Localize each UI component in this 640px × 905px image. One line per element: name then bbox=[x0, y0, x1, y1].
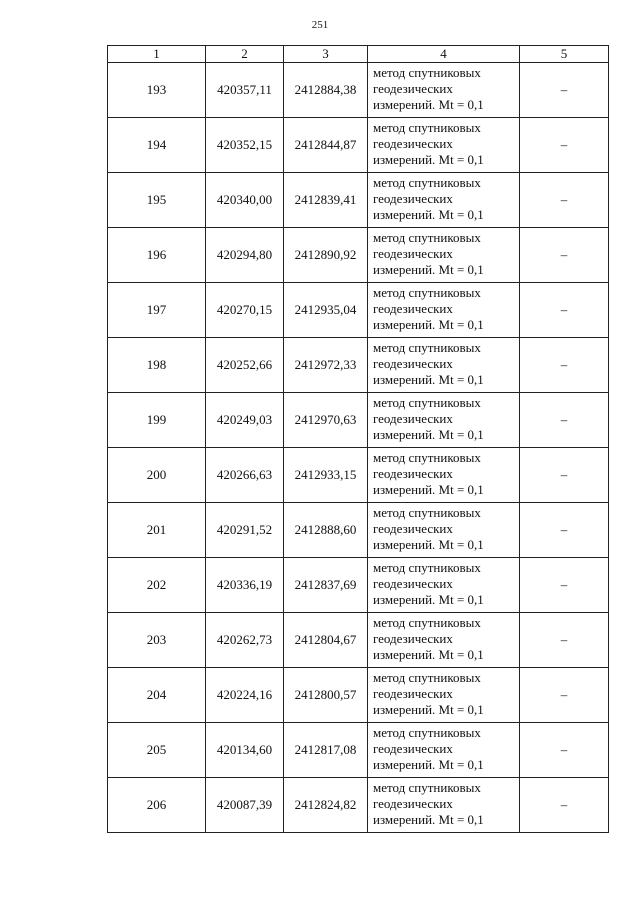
note-cell: – bbox=[520, 448, 609, 503]
header-col-2: 2 bbox=[206, 46, 284, 63]
point-number-cell: 195 bbox=[108, 173, 206, 228]
method-cell bbox=[368, 118, 520, 173]
table-row bbox=[108, 63, 609, 118]
method-cell bbox=[368, 448, 520, 503]
note-cell: – bbox=[520, 778, 609, 833]
page-number: 251 bbox=[311, 19, 329, 31]
method-line: измерений. Mt = 0,1 bbox=[373, 317, 484, 332]
note-cell: – bbox=[520, 668, 609, 723]
x-coordinate-cell: 420252,66 bbox=[206, 338, 284, 393]
point-number-cell: 206 bbox=[108, 778, 206, 833]
point-number-cell: 202 bbox=[108, 558, 206, 613]
table-row bbox=[108, 448, 609, 503]
table-row bbox=[108, 338, 609, 393]
x-coordinate-cell: 420266,63 bbox=[206, 448, 284, 503]
method-line: геодезических bbox=[373, 356, 453, 371]
y-coordinate-cell: 2412800,57 bbox=[284, 668, 368, 723]
method-line: метод спутниковых bbox=[373, 120, 481, 135]
method-line: геодезических bbox=[373, 686, 453, 701]
point-number-cell: 193 bbox=[108, 63, 206, 118]
method-line: геодезических bbox=[373, 796, 453, 811]
header-row bbox=[108, 46, 609, 63]
table-row bbox=[108, 118, 609, 173]
table-row bbox=[108, 283, 609, 338]
note-cell: – bbox=[520, 558, 609, 613]
note-cell: – bbox=[520, 393, 609, 448]
x-coordinate-cell: 420336,19 bbox=[206, 558, 284, 613]
coordinates-table bbox=[107, 45, 609, 833]
y-coordinate-cell: 2412933,15 bbox=[284, 448, 368, 503]
note-cell: – bbox=[520, 283, 609, 338]
header-col-3: 3 bbox=[284, 46, 368, 63]
method-line: метод спутниковых bbox=[373, 395, 481, 410]
x-coordinate-cell: 420357,11 bbox=[206, 63, 284, 118]
table-row bbox=[108, 778, 609, 833]
x-coordinate-cell: 420270,15 bbox=[206, 283, 284, 338]
method-line: метод спутниковых bbox=[373, 780, 481, 795]
method-line: геодезических bbox=[373, 136, 453, 151]
method-line: измерений. Mt = 0,1 bbox=[373, 97, 484, 112]
method-line: метод спутниковых bbox=[373, 505, 481, 520]
y-coordinate-cell: 2412970,63 bbox=[284, 393, 368, 448]
note-cell: – bbox=[520, 228, 609, 283]
method-cell bbox=[368, 613, 520, 668]
method-cell bbox=[368, 338, 520, 393]
method-line: измерений. Mt = 0,1 bbox=[373, 647, 484, 662]
method-cell bbox=[368, 558, 520, 613]
method-line: метод спутниковых bbox=[373, 285, 481, 300]
method-line: метод спутниковых bbox=[373, 560, 481, 575]
method-line: измерений. Mt = 0,1 bbox=[373, 262, 484, 277]
method-line: геодезических bbox=[373, 411, 453, 426]
header-col-1: 1 bbox=[108, 46, 206, 63]
method-line: геодезических bbox=[373, 301, 453, 316]
header-col-5: 5 bbox=[520, 46, 609, 63]
table-row bbox=[108, 228, 609, 283]
table-row bbox=[108, 558, 609, 613]
method-line: метод спутниковых bbox=[373, 230, 481, 245]
method-cell bbox=[368, 63, 520, 118]
point-number-cell: 200 bbox=[108, 448, 206, 503]
table-row bbox=[108, 503, 609, 558]
method-cell bbox=[368, 283, 520, 338]
method-line: измерений. Mt = 0,1 bbox=[373, 427, 484, 442]
method-line: геодезических bbox=[373, 246, 453, 261]
method-line: измерений. Mt = 0,1 bbox=[373, 482, 484, 497]
y-coordinate-cell: 2412935,04 bbox=[284, 283, 368, 338]
method-cell bbox=[368, 393, 520, 448]
point-number-cell: 201 bbox=[108, 503, 206, 558]
table-row bbox=[108, 723, 609, 778]
y-coordinate-cell: 2412890,92 bbox=[284, 228, 368, 283]
header-col-4: 4 bbox=[368, 46, 520, 63]
x-coordinate-cell: 420340,00 bbox=[206, 173, 284, 228]
table-header bbox=[108, 46, 609, 63]
method-line: измерений. Mt = 0,1 bbox=[373, 592, 484, 607]
y-coordinate-cell: 2412817,08 bbox=[284, 723, 368, 778]
method-line: геодезических bbox=[373, 521, 453, 536]
method-line: метод спутниковых bbox=[373, 615, 481, 630]
x-coordinate-cell: 420294,80 bbox=[206, 228, 284, 283]
table-row bbox=[108, 393, 609, 448]
point-number-cell: 199 bbox=[108, 393, 206, 448]
x-coordinate-cell: 420262,73 bbox=[206, 613, 284, 668]
method-line: измерений. Mt = 0,1 bbox=[373, 757, 484, 772]
method-line: метод спутниковых bbox=[373, 175, 481, 190]
y-coordinate-cell: 2412837,69 bbox=[284, 558, 368, 613]
y-coordinate-cell: 2412844,87 bbox=[284, 118, 368, 173]
note-cell: – bbox=[520, 613, 609, 668]
method-line: геодезических bbox=[373, 576, 453, 591]
method-cell bbox=[368, 173, 520, 228]
x-coordinate-cell: 420352,15 bbox=[206, 118, 284, 173]
method-line: метод спутниковых bbox=[373, 670, 481, 685]
y-coordinate-cell: 2412888,60 bbox=[284, 503, 368, 558]
y-coordinate-cell: 2412972,33 bbox=[284, 338, 368, 393]
note-cell: – bbox=[520, 173, 609, 228]
y-coordinate-cell: 2412839,41 bbox=[284, 173, 368, 228]
point-number-cell: 198 bbox=[108, 338, 206, 393]
x-coordinate-cell: 420134,60 bbox=[206, 723, 284, 778]
note-cell: – bbox=[520, 723, 609, 778]
method-line: геодезических bbox=[373, 466, 453, 481]
point-number-cell: 197 bbox=[108, 283, 206, 338]
method-line: геодезических bbox=[373, 631, 453, 646]
x-coordinate-cell: 420249,03 bbox=[206, 393, 284, 448]
point-number-cell: 194 bbox=[108, 118, 206, 173]
method-line: измерений. Mt = 0,1 bbox=[373, 152, 484, 167]
table-row bbox=[108, 173, 609, 228]
method-line: геодезических bbox=[373, 81, 453, 96]
method-line: измерений. Mt = 0,1 bbox=[373, 537, 484, 552]
method-cell bbox=[368, 228, 520, 283]
x-coordinate-cell: 420087,39 bbox=[206, 778, 284, 833]
method-line: метод спутниковых bbox=[373, 65, 481, 80]
method-cell bbox=[368, 723, 520, 778]
method-line: метод спутниковых bbox=[373, 450, 481, 465]
method-line: метод спутниковых bbox=[373, 340, 481, 355]
table-row bbox=[108, 613, 609, 668]
method-line: метод спутниковых bbox=[373, 725, 481, 740]
note-cell: – bbox=[520, 338, 609, 393]
method-line: измерений. Mt = 0,1 bbox=[373, 207, 484, 222]
x-coordinate-cell: 420291,52 bbox=[206, 503, 284, 558]
method-line: геодезических bbox=[373, 741, 453, 756]
y-coordinate-cell: 2412804,67 bbox=[284, 613, 368, 668]
method-line: измерений. Mt = 0,1 bbox=[373, 702, 484, 717]
point-number-cell: 205 bbox=[108, 723, 206, 778]
table-row bbox=[108, 668, 609, 723]
method-line: измерений. Mt = 0,1 bbox=[373, 372, 484, 387]
point-number-cell: 203 bbox=[108, 613, 206, 668]
method-cell bbox=[368, 778, 520, 833]
note-cell: – bbox=[520, 503, 609, 558]
method-line: геодезических bbox=[373, 191, 453, 206]
y-coordinate-cell: 2412884,38 bbox=[284, 63, 368, 118]
table-body bbox=[108, 63, 609, 833]
note-cell: – bbox=[520, 63, 609, 118]
point-number-cell: 196 bbox=[108, 228, 206, 283]
point-number-cell: 204 bbox=[108, 668, 206, 723]
method-line: измерений. Mt = 0,1 bbox=[373, 812, 484, 827]
x-coordinate-cell: 420224,16 bbox=[206, 668, 284, 723]
y-coordinate-cell: 2412824,82 bbox=[284, 778, 368, 833]
method-cell bbox=[368, 503, 520, 558]
method-cell bbox=[368, 668, 520, 723]
note-cell: – bbox=[520, 118, 609, 173]
